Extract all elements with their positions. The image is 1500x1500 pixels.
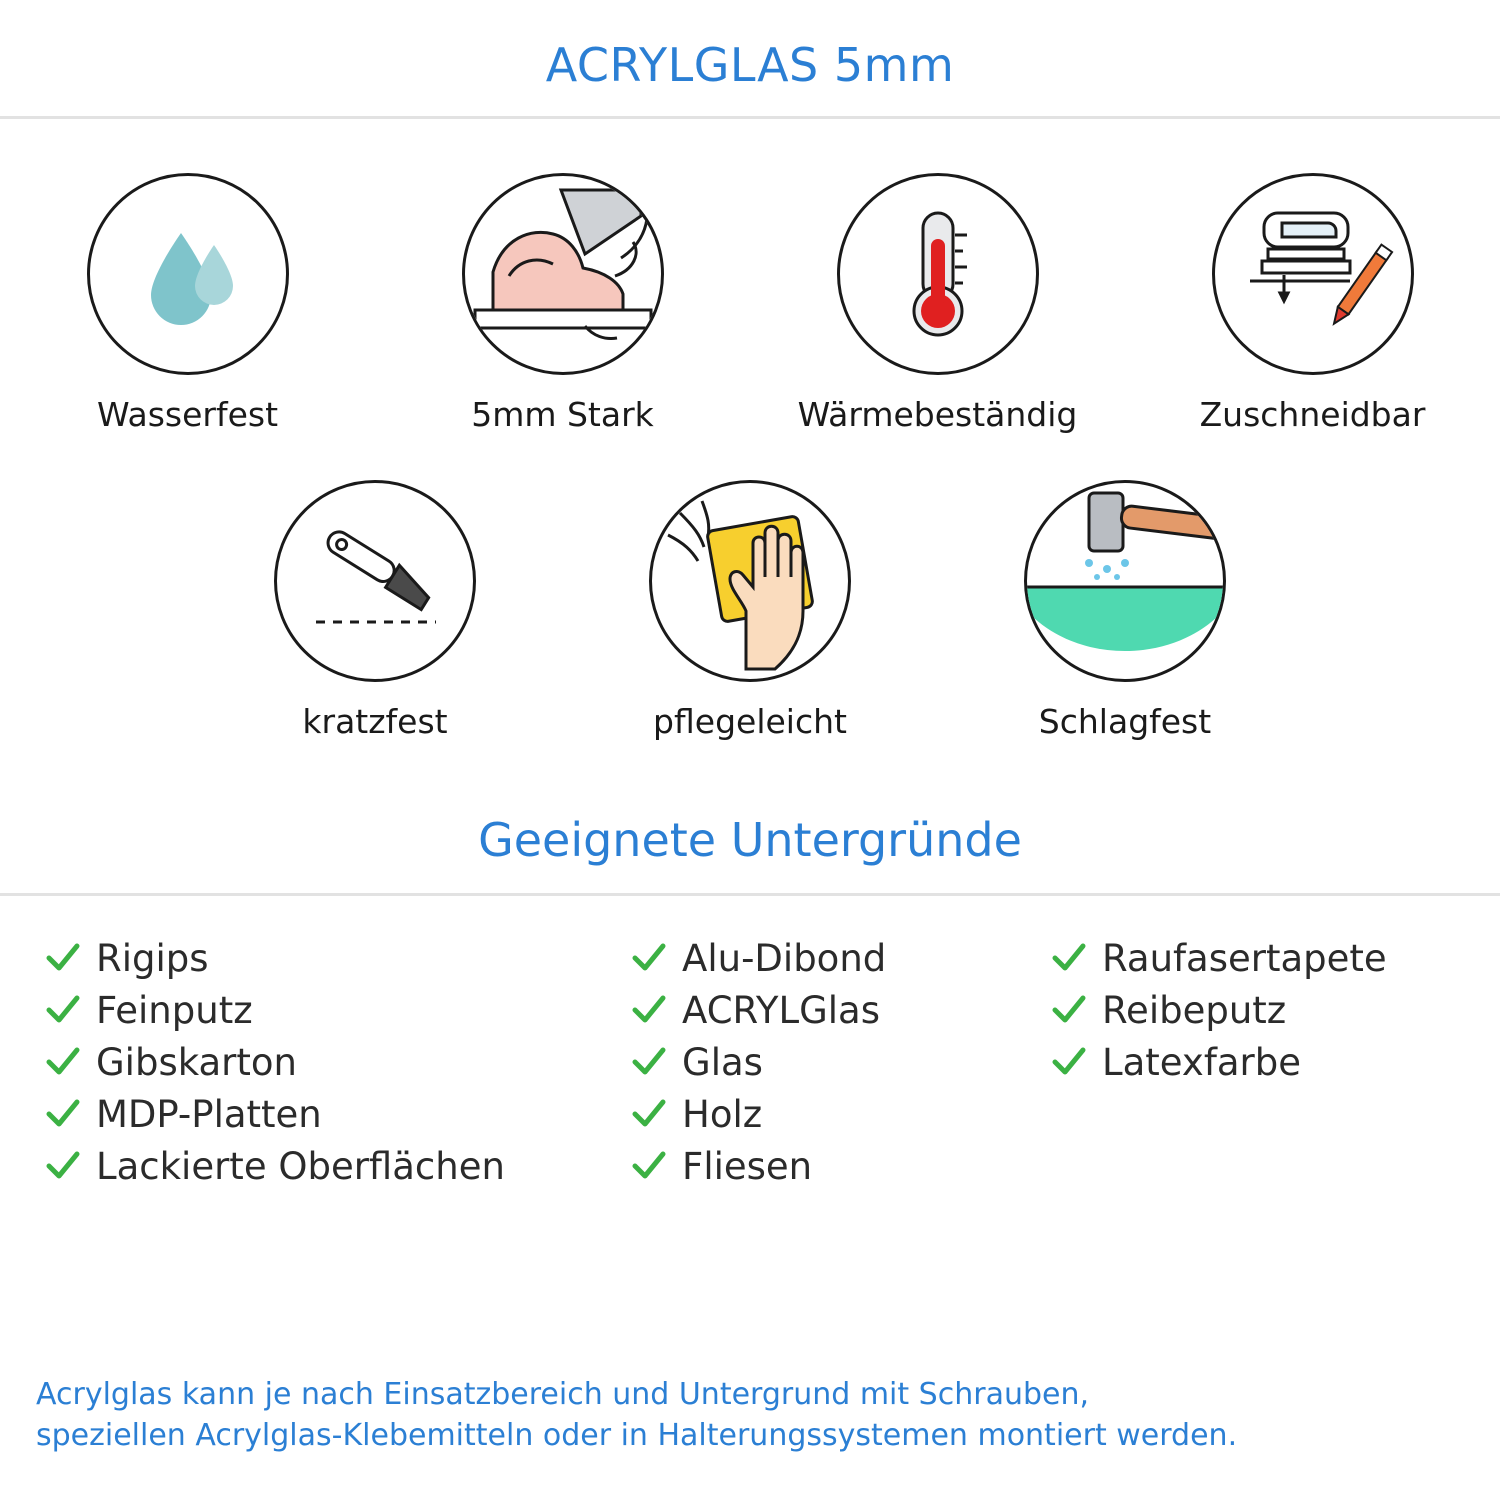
checklist-column-1 bbox=[30, 932, 630, 1192]
checklist-column-2 bbox=[630, 932, 1050, 1192]
feature-label: kratzfest bbox=[302, 702, 448, 741]
jigsaw-cutting-icon bbox=[1212, 173, 1414, 375]
feature-5mm-stark bbox=[375, 173, 750, 434]
hammer-impact-icon bbox=[1024, 480, 1226, 682]
feature-grid bbox=[0, 119, 1500, 741]
thermometer-icon bbox=[837, 173, 1039, 375]
footnote bbox=[36, 1375, 1470, 1456]
list-item bbox=[630, 1088, 1050, 1140]
feature-label: 5mm Stark bbox=[471, 395, 654, 434]
check-icon bbox=[1050, 939, 1088, 977]
list-item-label: Reibeputz bbox=[1102, 988, 1287, 1032]
feature-label: Wasserfest bbox=[96, 395, 279, 434]
list-item-label: Gibskarton bbox=[96, 1040, 297, 1084]
list-item bbox=[1050, 1036, 1470, 1088]
substrate-checklist bbox=[0, 896, 1500, 1192]
page-title: ACRYLGLAS 5mm bbox=[545, 38, 955, 92]
check-icon bbox=[630, 939, 668, 977]
feature-label: Schlagfest bbox=[1038, 702, 1212, 741]
list-item-label: ACRYLGlas bbox=[682, 988, 880, 1032]
checklist-column-3 bbox=[1050, 932, 1470, 1192]
list-item-label: Glas bbox=[682, 1040, 763, 1084]
check-icon bbox=[1050, 991, 1088, 1029]
check-icon bbox=[44, 1147, 82, 1185]
list-item bbox=[630, 932, 1050, 984]
list-item bbox=[44, 932, 630, 984]
knife-scratch-icon bbox=[274, 480, 476, 682]
list-item-label: Lackierte Oberflächen bbox=[96, 1144, 505, 1188]
check-icon bbox=[630, 991, 668, 1029]
feature-row-1 bbox=[0, 173, 1500, 434]
list-item-label: Feinputz bbox=[96, 988, 253, 1032]
check-icon bbox=[44, 939, 82, 977]
feature-pflegeleicht bbox=[563, 480, 938, 741]
section-subtitle: Geeignete Untergründe bbox=[478, 813, 1022, 867]
feature-label: Zuschneidbar bbox=[1199, 395, 1426, 434]
check-icon bbox=[630, 1043, 668, 1081]
list-item-label: MDP-Platten bbox=[96, 1092, 322, 1136]
list-item bbox=[630, 1140, 1050, 1192]
list-item-label: Holz bbox=[682, 1092, 763, 1136]
footnote-line-1: Acrylglas kann je nach Einsatzbereich und Untergrund mit Schrauben, bbox=[36, 1377, 1090, 1412]
check-icon bbox=[44, 991, 82, 1029]
check-icon bbox=[630, 1095, 668, 1133]
feature-label: pflegeleicht bbox=[653, 702, 847, 741]
feature-kratzfest bbox=[188, 480, 563, 741]
feature-row-2 bbox=[0, 480, 1500, 741]
check-icon bbox=[1050, 1043, 1088, 1081]
list-item-label: Latexfarbe bbox=[1102, 1040, 1301, 1084]
list-item bbox=[630, 984, 1050, 1036]
list-item bbox=[44, 1036, 630, 1088]
feature-zuschneidbar bbox=[1125, 173, 1500, 434]
list-item bbox=[44, 1140, 630, 1192]
strong-arm-icon bbox=[462, 173, 664, 375]
list-item bbox=[1050, 984, 1470, 1036]
feature-schlagfest bbox=[938, 480, 1313, 741]
list-item-label: Raufasertapete bbox=[1102, 936, 1387, 980]
feature-wasserfest bbox=[0, 173, 375, 434]
check-icon bbox=[630, 1147, 668, 1185]
feature-waermebestaendig bbox=[750, 173, 1125, 434]
hand-cleaning-cloth-icon bbox=[649, 480, 851, 682]
list-item-label: Fliesen bbox=[682, 1144, 813, 1188]
list-item bbox=[630, 1036, 1050, 1088]
check-icon bbox=[44, 1043, 82, 1081]
footnote-line-2: speziellen Acrylglas-Klebemitteln oder in Halterungssystemen montiert werden. bbox=[36, 1417, 1238, 1453]
list-item-label: Alu-Dibond bbox=[682, 936, 887, 980]
list-item bbox=[1050, 932, 1470, 984]
list-item bbox=[44, 984, 630, 1036]
list-item bbox=[44, 1088, 630, 1140]
check-icon bbox=[44, 1095, 82, 1133]
feature-label: Wärmebeständig bbox=[797, 395, 1078, 434]
list-item-label: Rigips bbox=[96, 936, 209, 980]
water-drops-icon bbox=[87, 173, 289, 375]
